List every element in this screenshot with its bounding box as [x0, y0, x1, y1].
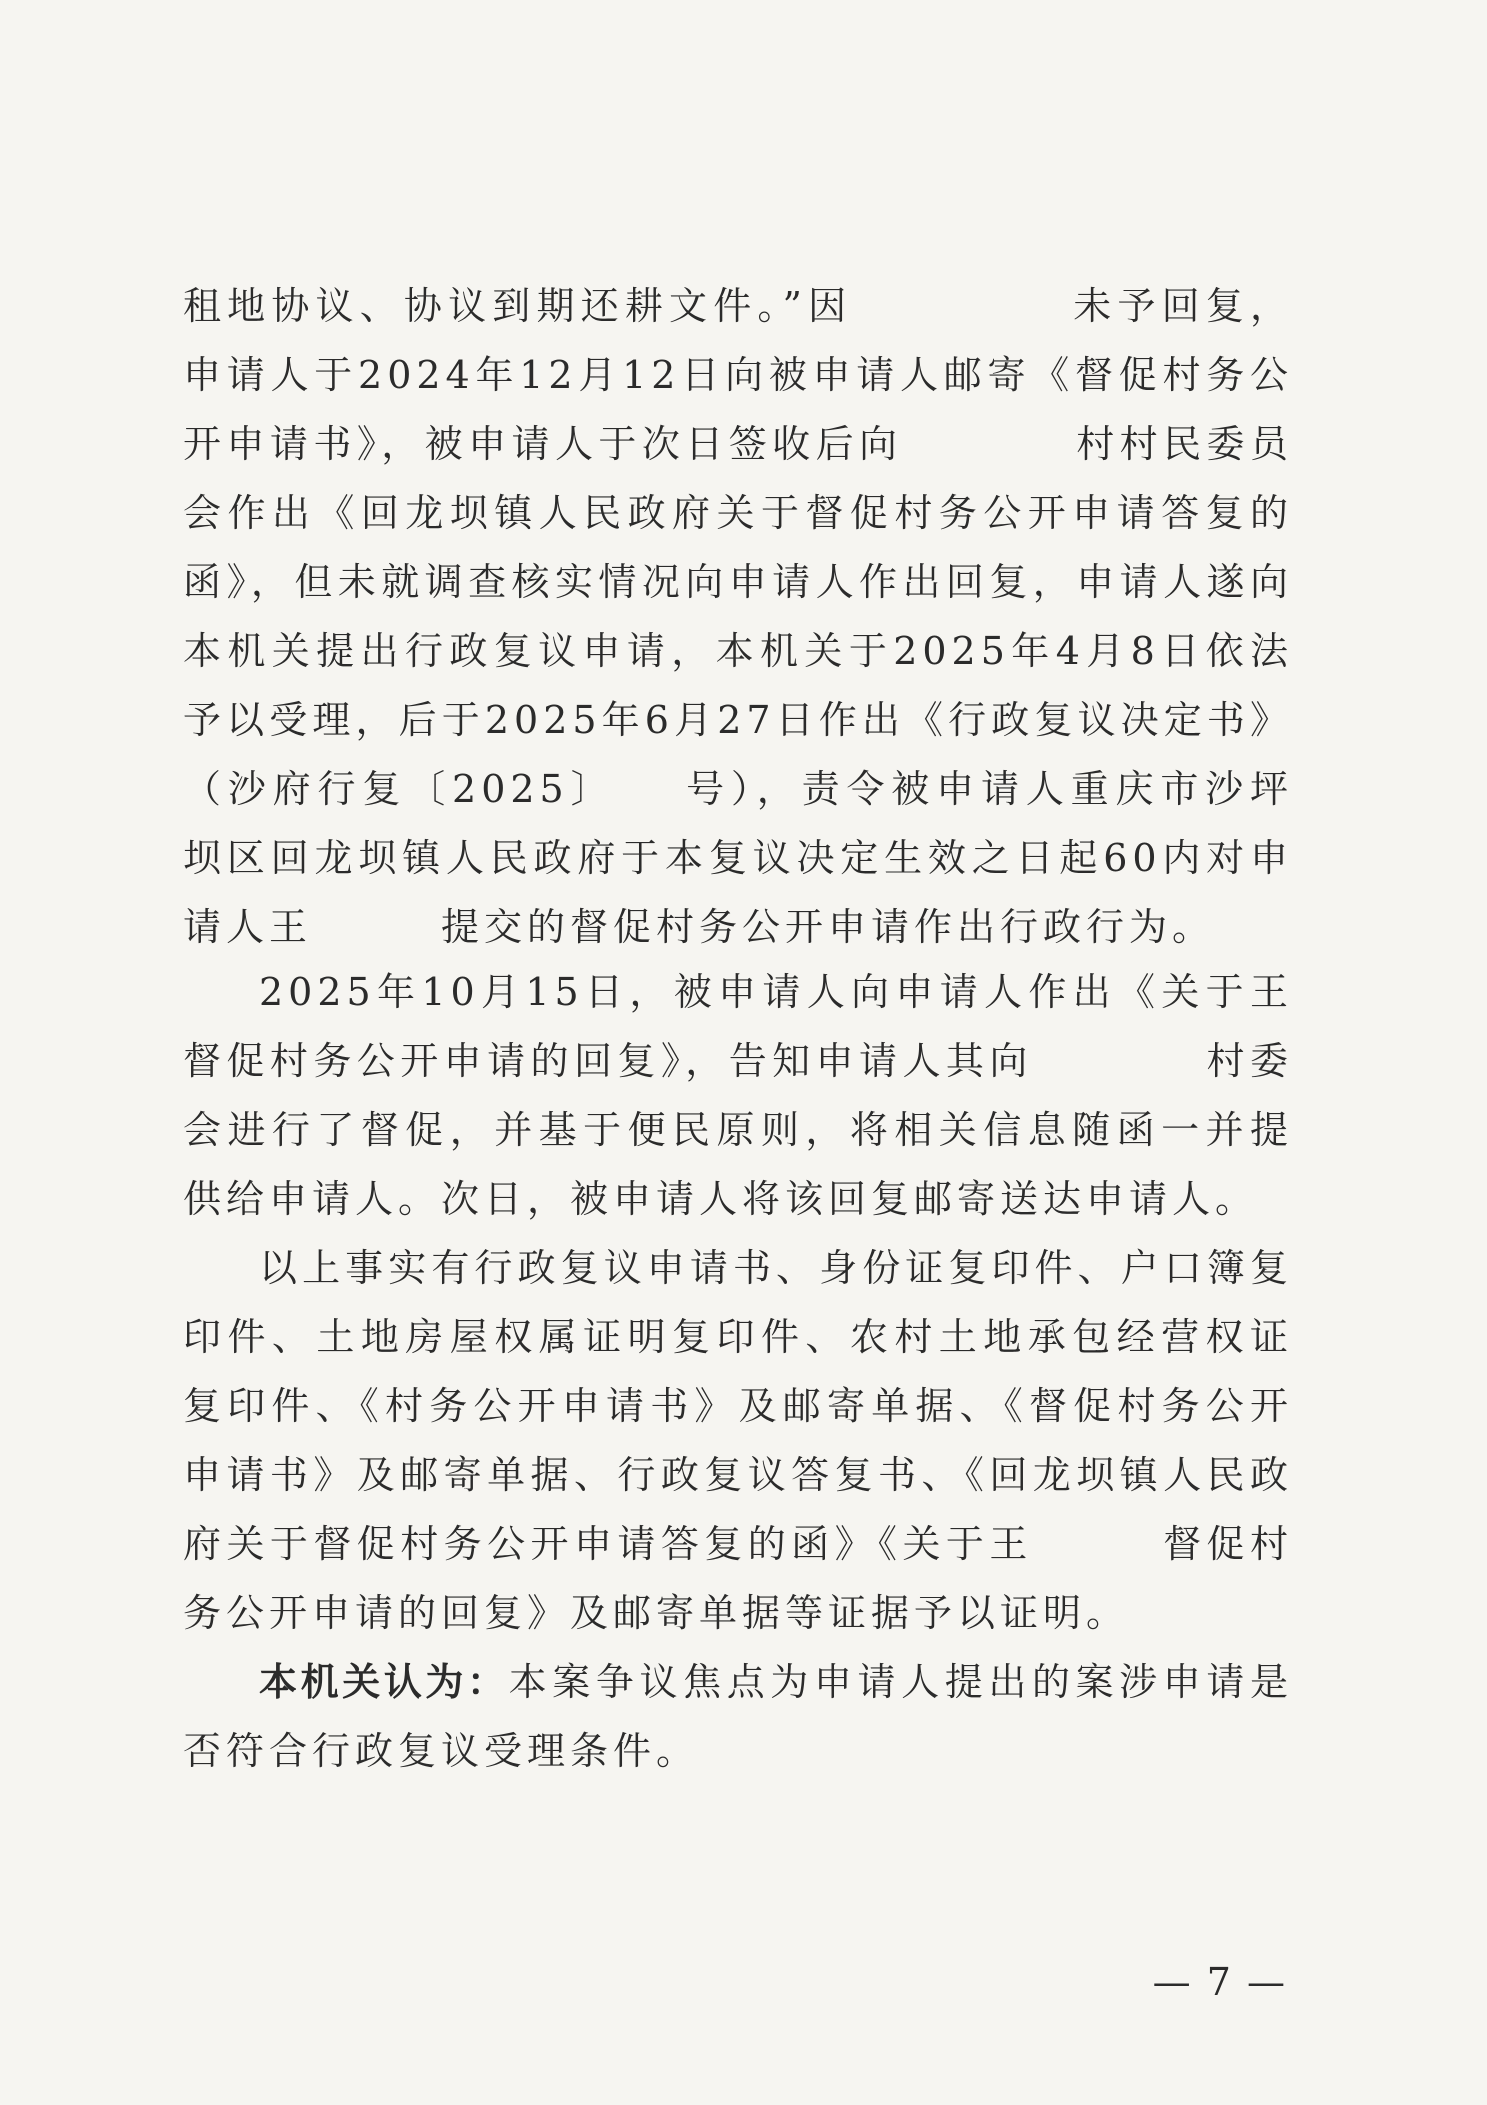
opinion-text: 本案争议焦点为申请人提出的案涉申请是否符合行政复议受理条件。: [183, 1660, 1293, 1773]
page-number: — 7 —: [1152, 1960, 1287, 2004]
opinion-lead: 本机关认为：: [259, 1660, 509, 1704]
paragraph-evidence: 以上事实有行政复议申请书、身份证复印件、户口簿复印件、土地房屋权属证明复印件、农村土地承包经营权证复印件、《村务公开申请书》及邮寄单据、《督促村务公开申请书》及邮寄单据、行政复议答复书、《回龙坝镇人民政府关于督促村务公开申请答复的函》《关于王 督促村务公开申请的回复》及邮寄单据等证据予以证明。: [183, 1246, 1293, 1635]
paragraph-opinion: [183, 1648, 1293, 1786]
paragraph-facts-continued: 租地协议、协议到期还耕文件。”因 未予回复，申请人于2024年12月12日向被申请人邮寄《督促村务公开申请书》，被申请人于次日签收后向 村村民委员会作出《回龙坝镇人民政府关于督促村务公开申请答复的函》，但未就调查核实情况向申请人作出回复，申请人遂向本机关提出行政复议申请，本机关于2025年4月8日依法予以受理，后于2025年6月27日作出《行政复议决定书》（沙府行复〔2025〕 号），责令被申请人重庆市沙坪坝区回龙坝镇人民政府于本复议决定生效之日起60内对申请人王 提交的督促村务公开申请作出行政行为。: [183, 284, 1293, 949]
paragraph-reply: 2025年10月15日，被申请人向申请人作出《关于王 督促村务公开申请的回复》，告知申请人其向 村委会进行了督促，并基于便民原则，将相关信息随函一并提供给申请人。次日，被申请人将该回复邮寄送达申请人。: [183, 970, 1423, 1221]
